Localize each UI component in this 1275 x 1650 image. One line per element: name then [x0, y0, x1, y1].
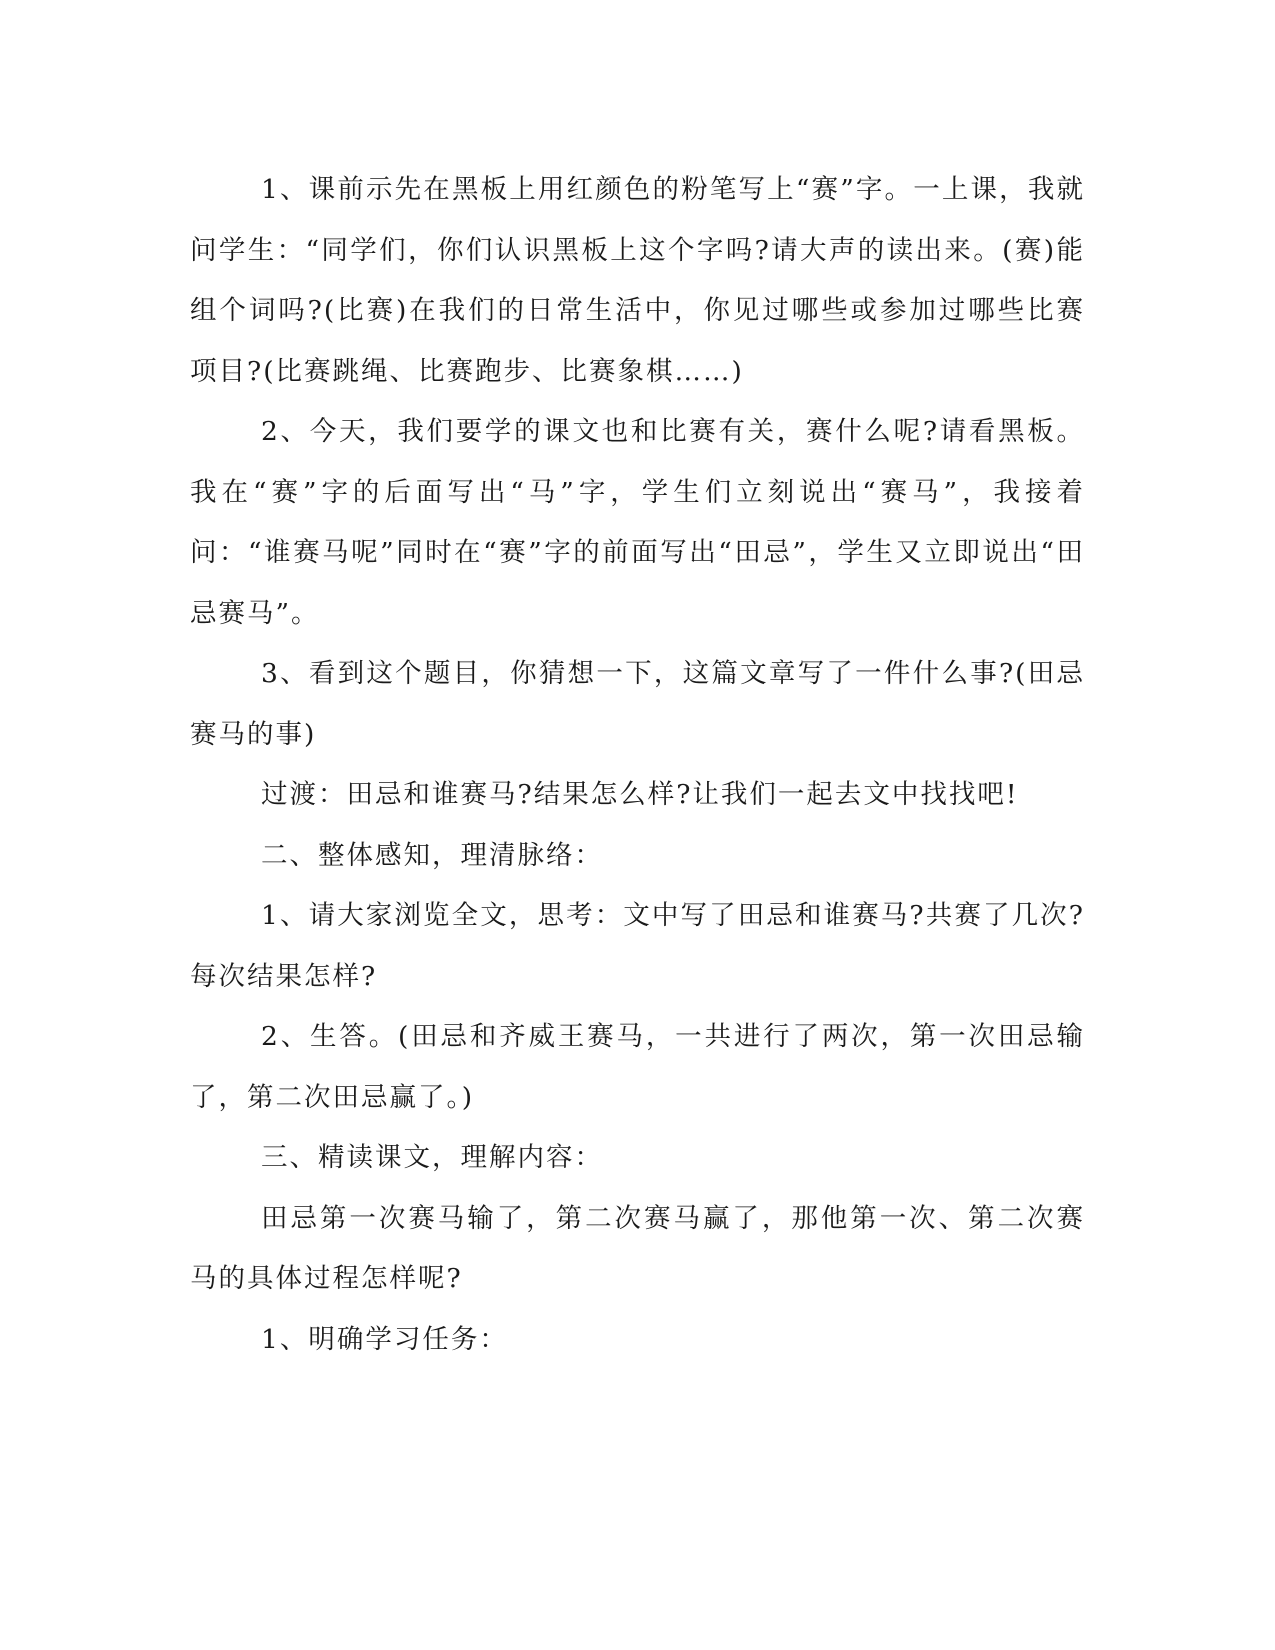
document-body: [190, 160, 1085, 1370]
paragraph-6: 田忌第一次赛马输了，第二次赛马赢了，那他第一次、第二次赛马的具体过程怎样呢?: [190, 1202, 1085, 1294]
section-heading-2: 二、整体感知，理清脉络：: [261, 839, 603, 871]
paragraph-2: 2、今天，我们要学的课文也和比赛有关，赛什么呢?请看黑板。我在“赛”字的后面写出“马”字，学生们立刻说出“赛马”，我接着问：“谁赛马呢”同时在“赛”字的前面写出“田忌”，学生又立即说出“田忌赛马”。: [190, 416, 1085, 629]
paragraph-3: 3、看到这个题目，你猜想一下，这篇文章写了一件什么事?(田忌赛马的事): [190, 658, 1085, 750]
paragraph-7: 1、明确学习任务：: [261, 1323, 508, 1355]
paragraph-5: 2、生答。(田忌和齐威王赛马，一共进行了两次，第一次田忌输了，第二次田忌赢了。): [190, 1021, 1085, 1113]
paragraph-1: 1、课前示先在黑板上用红颜色的粉笔写上“赛”字。一上课，我就问学生：“同学们，你们认识黑板上这个字吗?请大声的读出来。(赛)能组个词吗?(比赛)在我们的日常生活中，你见过哪些或参加过哪些比赛项目?(比赛跳绳、比赛跑步、比赛象棋……): [190, 174, 1085, 387]
section-heading-3: 三、精读课文，理解内容：: [261, 1142, 603, 1173]
paragraph-4: 1、请大家浏览全文，思考：文中写了田忌和谁赛马?共赛了几次?每次结果怎样?: [190, 900, 1085, 992]
paragraph-transition: 过渡：田忌和谁赛马?结果怎么样?让我们一起去文中找找吧!: [261, 779, 1019, 810]
